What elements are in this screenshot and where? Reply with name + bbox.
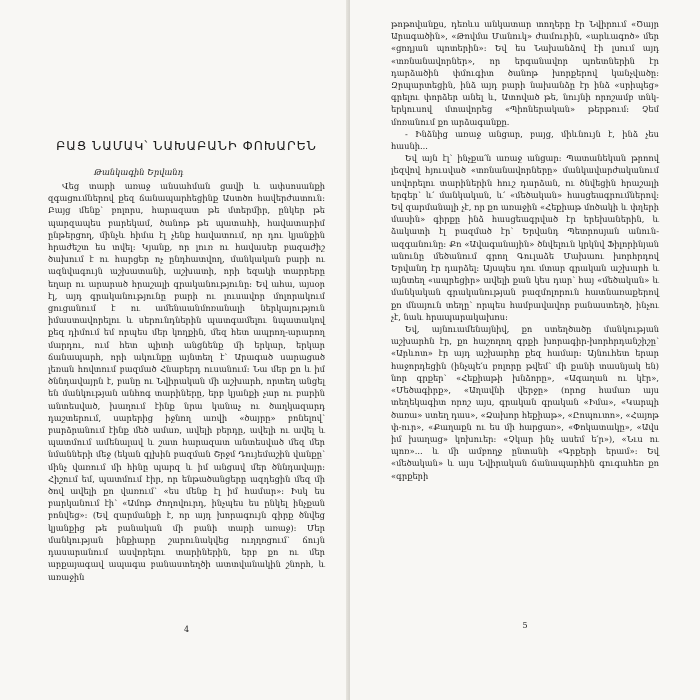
body-paragraph: Եվ, այնուամենայնիվ, քո ստեղծածը մանկության աշխարհն էր, քո հաշողող գրքի խորագիր-խորհրդանշիշը՝ «Արևոտ» էր այդ աշխարհը քեզ համար: Այնուհետ երար հաջորդեցին (ինչպե՛ս բոլորը թվեմ՝ մի քանի տասնյակ են) նոր գրքեր՝ «Հեքիաթի խնձորը», «Ագաղան ու կէր», «Մեծագիրք», «Աղավնի վերջը» (որոց համառ այս տեղեկագիտ որոշ այս, գրական գրական «Իմա», «Կարպի ծառա» ստեղ դաս», «Ձախոր հեքիաթ», «Ըոպուտո», «Հայոթ փ-ուր», «Քաղաքն ու ես մի հարցառ», «Փոկատակը», «Ավս իմ խաղաց» կոխուեր։ «Չկար ինչ ասեմ ե՛ր»), «Նւս ու պոռ»... և մի ամբողջ ընտանի «Գրքերի երամ»: Եվ «մեծական» և այս Նվիրական ճանապարհին գուգահեռ քո «գրքերի (391, 324, 659, 481)
right-page (350, 0, 700, 700)
page-number-left: 4 (183, 625, 190, 634)
body-paragraph: - Ինձնից առաջ անցար, բայց, միևնույն է, ինձ չես հասնի... (391, 128, 659, 152)
body-paragraph: Եվ այն էլ՝ ինչքա՛ն առաջ անցար: Պատանեկան թրոով լեզվով հյուսված «տռնանավորները» մանկավարժականում սովորելու տարիներին հուշ դարձան, ու ծնվեցին հրաշալի երգեր՝ և՛ մանկական, և՛ «մեծական» հասցեագրումներով: Եվ զարմանալի չէ, որ քո առաջին «Հեքիաթ մոծակի և փղերի մասին» գիրքը ինձ հասցեագրված էր երեխաներին, և ձակատի էլ բազմած էր՝ Երվանդ Պետրոսյան անուն-ազգանունը: Քո «Ավագանային» ծնվելուն կրկնվ Ֆիլորինյան անունը մեծանում գրող Գուլաձե Մախաու խորհրդով Երվանդ էր դարձել: Այսպես դու մտար գրական աշխարհ և այնտեղ «ապրեցիր» ավելի քան կես դար՝ հայ «մեծական» և մանկական գրականության բազմոլորուն հատնառաքերով քո մնայուն տեղը՝ որպես համբավավոր բանաստեղծ, ինչու չէ, նաև հրապարակախոս: (391, 153, 659, 322)
body-paragraph: Վեց տարի առաջ անսահման ցավի և ափսոսանքի զգացումներով քեզ ճանապարհեցինք Աստծո հավերժատուն: Բայց մենք՝ բոլորս, հարազատ թե մտերմիր, ընկեր թե պարզապես բարեկամ, ծանոթ թե պատահի, հավատարիմ ընթերցող, մինչև հիմա էլ չենք հավատում, որ դու կյանքին հրաժեշտ ես տվել: Կյանք, որ լուռ ու հավասեր բազաժիշ ծախում է ու հարցեր ոչ ընդհատվող, մանկական բարի ու ազնվագույն աշխատանի, աշխատի, որի եզակի տարրերը եղար ու արարած հրաշալի գրականությունը: Եվ ահա, այսօր էլ, այդ գրականությունը բարի ու լուսավոր մոլորակում ցուցանում է ու ամենաանմոռանալի ներկայություն իմաստավորելու և սերունդներին պատգամելու նպատակով քեզ դիմում եմ որպես մեր կողքին, մեզ հետ ապրող-արարող մարդու, ում հետ պիտի անցնենք մի երկար, երկար ճանապարհ, որի ակունքը այնտեղ է՝ Արագած սարացած լեռան հովտում բազմած Հնաբերդ ուսանում: Նա մեր քո և իմ ծննդավայրն է, բանը ու Նվիրական մի աշխարհ, որտեղ անցել են մանկության անհոգ տարիները, երբ կյանքի չար ու բարին անտեսված, խաղում էինք նրա կանաչ ու ծաղկազարդ դաշտերում, սարերից իջնող առվի «ծայրը» բոնելով՝ բարձրանում էինք մեծ ամառ, ավելի բերդը, ավելի ու ավել և պատմում ամենալավ և շատ հարազատ անտեսված մեզ մեր նմանների մեջ (եկան գլխին բազման Շրջմ Դույեմաշին վանքը՝ մինչ վառում մի հինը պարզ և իմ անցավ մեր ծննդավայր: Հիշում եմ, պատմում էիր, որ ենթածանցերը ազդեցին մեզ մի ծով ավելի քո վառում՝ «ես մենք էլ իմ համար»: Իսկ ես բարկանում էի՝ «Ամոթ ժողովուրդ, ինչպես ես ընկել ինչքան բոնվեց»: (Եվ զարմանքի է, որ այդ խորագույն գիրք ծնվեց կյանքից թե բանական մի բանի տարի առաջ): Մեր մանկության ինքիարը շարունակվեց ուղղոցում՝ ճույն դասարանում ասվորելու տարիներին, երբ քո ու մեր արքայագավ ապագա բանաստեղծի ատտվանակին շնորհ, և առաջին (48, 181, 325, 582)
body-paragraph: թոթովանքս, դեռևս անկատար տողերը էր Նվիրում «Ծայր Արագածին», «Թովմա Մանուկ» ժամուրին, «արևագոծ» մեր «ցոդյան պոտերին»: Եվ ես Նախանձով էի լսում այդ «տռնանավորներ», որ երգանավոր պոետներին էր դարձածին փմուգիտ ծանոթ խորքերով կանչվածը: Զրպարտեցին, ինձ այդ բարի նախանձը էր ինձ «սրիպեց» գրելու փորձեր անել և, Ատոված թե, նույնի որոշամբ տնկ-երկուսով մտավորեց «Պիոներական» թերթում: Չեմ մոռանում քո արձագանքը. (391, 19, 659, 127)
chapter-title: ԲԱՑ ՆԱՄԱԿ՝ ՆԱԽԱԲԱՆԻ ՓՈԽԱՐԵՆ (56, 138, 317, 153)
page-number-right: 5 (522, 621, 528, 630)
salutation: Թանկագին Երվանդ (94, 167, 184, 177)
